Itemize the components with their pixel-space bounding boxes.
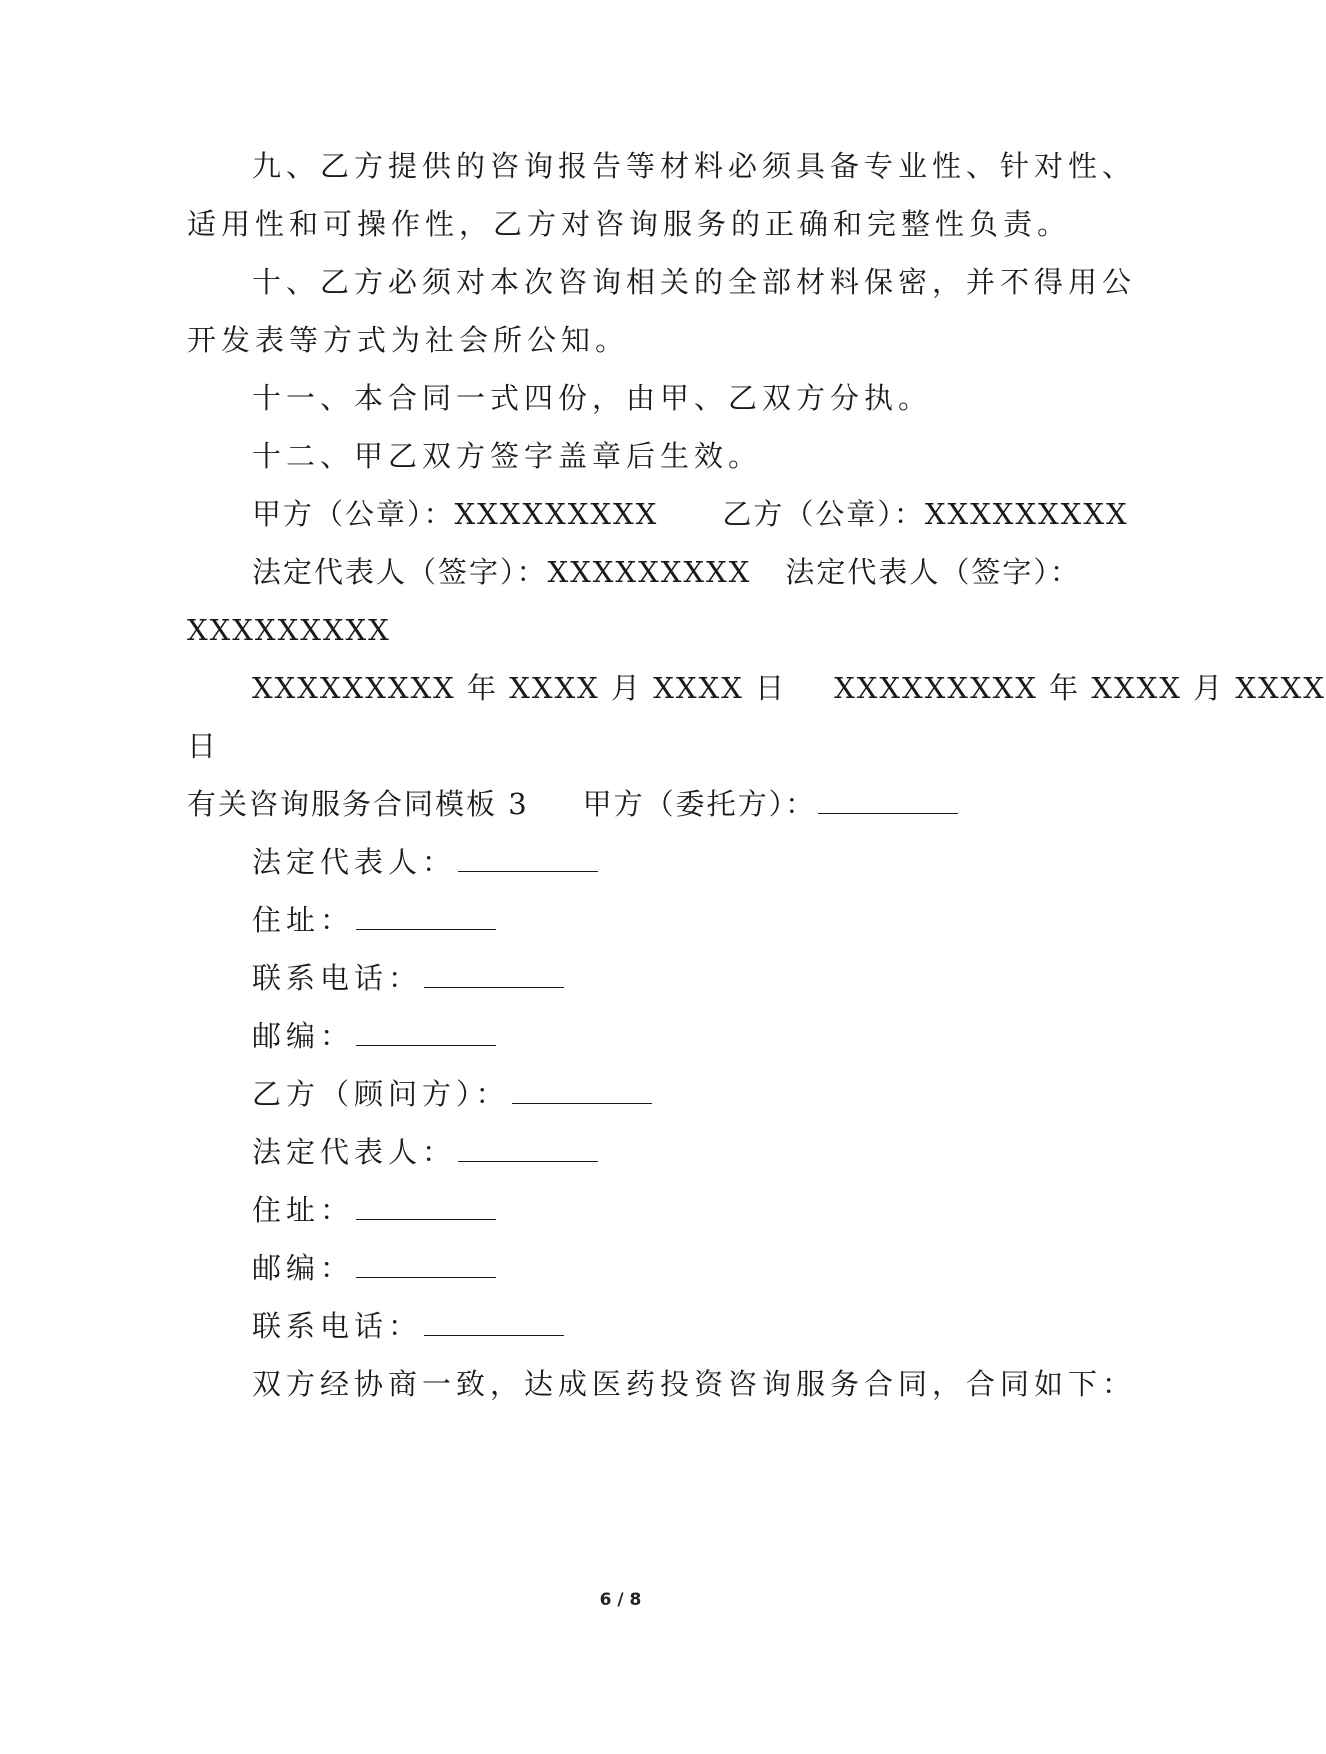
- date-a: XXXXXXXXX 年 XXXX 月 XXXX 日: [252, 671, 787, 705]
- seal-line: [252, 494, 1129, 534]
- clause-9-line-1: 九、乙方提供的咨询报告等材料必须具备专业性、针对性、: [252, 149, 1137, 183]
- clause-10-line-1: 十、乙方必须对本次咨询相关的全部材料保密，并不得用公: [252, 265, 1137, 299]
- party-a-field-postcode: [252, 1016, 496, 1056]
- date-line: [252, 668, 1326, 708]
- field-blank: [356, 1019, 496, 1046]
- party-a-seal: 甲方（公章）：XXXXXXXXX: [252, 497, 659, 531]
- field-label: 住址：: [252, 1193, 355, 1227]
- clause-10-line-2: 开发表等方式为社会所公知。: [187, 323, 630, 357]
- field-label: 联系电话：: [252, 961, 423, 995]
- party-a-field-legal-rep: [252, 842, 598, 882]
- legal-rep-b: 法定代表人（签字）：: [785, 555, 1081, 589]
- field-label: 邮编：: [252, 1251, 355, 1285]
- clause-9-line-2: 适用性和可操作性，乙方对咨询服务的正确和完整性负责。: [187, 207, 1072, 241]
- date-b: XXXXXXXXX 年 XXXX 月 XXXX: [834, 671, 1326, 705]
- page-number: 6 / 8: [599, 1590, 642, 1610]
- field-blank: [458, 1135, 598, 1162]
- agreement-statement: 双方经协商一致，达成医药投资咨询服务合同，合同如下：: [252, 1367, 1137, 1401]
- field-label: 住址：: [252, 903, 355, 937]
- party-b-blank: [512, 1077, 652, 1104]
- party-b-line: [252, 1074, 652, 1114]
- party-b-field-address: [252, 1190, 496, 1230]
- field-label: 联系电话：: [252, 1309, 423, 1343]
- clause-12: 十二、甲乙双方签字盖章后生效。: [252, 439, 763, 473]
- party-b-label: 乙方（顾问方）：: [252, 1077, 510, 1111]
- legal-rep-b-continued: XXXXXXXXX: [187, 613, 391, 647]
- party-b-field-phone: [252, 1306, 564, 1346]
- field-blank: [458, 845, 598, 872]
- field-label: 法定代表人：: [252, 845, 457, 879]
- clause-11: 十一、本合同一式四份，由甲、乙双方分执。: [252, 381, 933, 415]
- party-b-field-postcode: [252, 1248, 496, 1288]
- date-b-continued: 日: [187, 729, 222, 763]
- legal-rep-a: 法定代表人（签字）：XXXXXXXXX: [252, 555, 752, 589]
- party-a-field-address: [252, 900, 496, 940]
- template-3-title: 有关咨询服务合同模板 3: [187, 787, 529, 821]
- field-blank: [356, 1251, 496, 1278]
- party-a-label: 甲方（委托方）：: [582, 787, 817, 821]
- party-b-seal: 乙方（公章）：XXXXXXXXX: [722, 497, 1129, 531]
- field-blank: [356, 903, 496, 930]
- party-a-blank: [818, 787, 958, 814]
- legal-rep-line: [252, 552, 1081, 592]
- template-3-header-line: [187, 784, 958, 824]
- field-blank: [424, 1309, 564, 1336]
- field-label: 邮编：: [252, 1019, 355, 1053]
- party-b-field-legal-rep: [252, 1132, 598, 1172]
- field-blank: [356, 1193, 496, 1220]
- party-a-field-phone: [252, 958, 564, 998]
- field-blank: [424, 961, 564, 988]
- field-label: 法定代表人：: [252, 1135, 457, 1169]
